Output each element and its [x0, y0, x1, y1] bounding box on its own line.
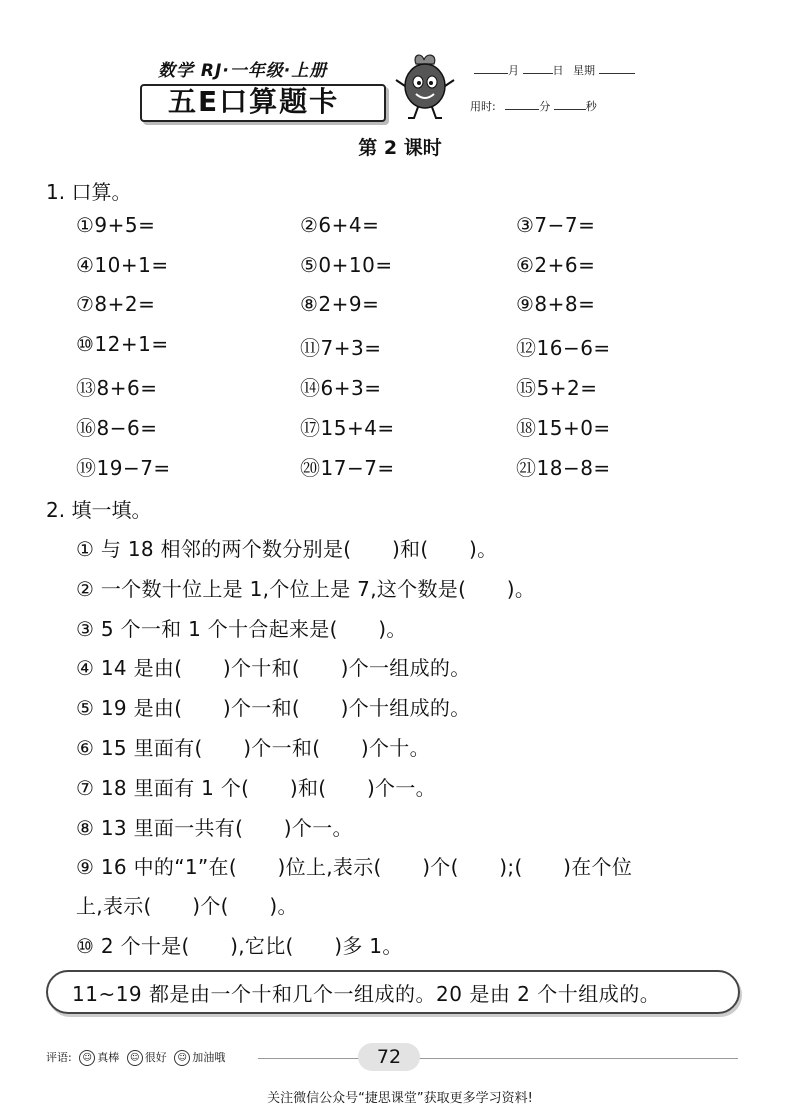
calc-item: ①9+5=: [76, 213, 156, 237]
fill-item: ⑥ 15 里面有( )个一和( )个十。: [76, 736, 430, 760]
calc-item: ⑰15+4=: [300, 416, 395, 440]
rating-row: 评语: ☺ 真棒 ☺ 很好 ☺ 加油哦: [46, 1051, 226, 1064]
calc-item: ⑪7+3=: [300, 336, 382, 360]
fill-item: ⑤ 19 是由( )个一和( )个十组成的。: [76, 696, 471, 720]
mascot-icon: [394, 50, 458, 122]
time-field: 用时: 分 秒: [470, 100, 597, 113]
fill-item: ⑨ 16 中的“1”在( )位上,表示( )个( );( )在个位: [76, 855, 633, 879]
promo-text: 关注微信公众号“捷思课堂”获取更多学习资料!: [267, 1091, 533, 1106]
page-number: 72: [376, 1046, 402, 1068]
lesson-title: 第 2 课时: [358, 137, 442, 159]
good-face-icon: ☺: [127, 1050, 143, 1066]
calc-item: ⑲19−7=: [76, 456, 171, 480]
calc-item: ⑩12+1=: [76, 332, 169, 356]
calc-item: ⑨8+8=: [516, 292, 596, 316]
fill-item-continued: 上,表示( )个( )。: [76, 894, 298, 918]
calc-item: ⑭6+3=: [300, 376, 382, 400]
calc-item: ⑬8+6=: [76, 376, 158, 400]
fill-item: ① 与 18 相邻的两个数分别是( )和( )。: [76, 537, 498, 561]
calc-item: ⑥2+6=: [516, 253, 596, 277]
subject-label: 数学 RJ·一年级·上册: [158, 61, 328, 81]
brand-title: 五E口算题卡: [168, 85, 340, 118]
footer-divider: [258, 1058, 738, 1059]
calc-item: ⑤0+10=: [300, 253, 393, 277]
section1-title: 1. 口算。: [46, 180, 132, 204]
fill-item: ② 一个数十位上是 1,个位上是 7,这个数是( )。: [76, 577, 536, 601]
calc-item: ⑯8−6=: [76, 416, 158, 440]
calc-item: ⑮5+2=: [516, 376, 598, 400]
summary-text: 11~19 都是由一个十和几个一组成的。20 是由 2 个十组成的。: [72, 982, 661, 1006]
calc-item: ⑱15+0=: [516, 416, 611, 440]
calc-item: ⑫16−6=: [516, 336, 611, 360]
fill-item: ④ 14 是由( )个十和( )个一组成的。: [76, 656, 471, 680]
calc-item: ⑳17−7=: [300, 456, 395, 480]
calc-item: ③7−7=: [516, 213, 596, 237]
section2-title: 2. 填一填。: [46, 498, 152, 522]
fill-item: ③ 5 个一和 1 个十合起来是( )。: [76, 617, 407, 641]
calc-item: ⑦8+2=: [76, 292, 156, 316]
calc-item: ④10+1=: [76, 253, 169, 277]
fill-item: ⑩ 2 个十是( ),它比( )多 1。: [76, 934, 403, 958]
calc-item: ⑧2+9=: [300, 292, 380, 316]
fill-item: ⑦ 18 里面有 1 个( )和( )个一。: [76, 776, 436, 800]
excellent-face-icon: ☺: [79, 1050, 95, 1066]
calc-item: ②6+4=: [300, 213, 380, 237]
cheer-face-icon: ☺: [174, 1050, 190, 1066]
fill-item: ⑧ 13 里面一共有( )个一。: [76, 816, 353, 840]
calc-item: ㉑18−8=: [516, 456, 611, 480]
date-field: 月 日 星期: [474, 62, 635, 78]
